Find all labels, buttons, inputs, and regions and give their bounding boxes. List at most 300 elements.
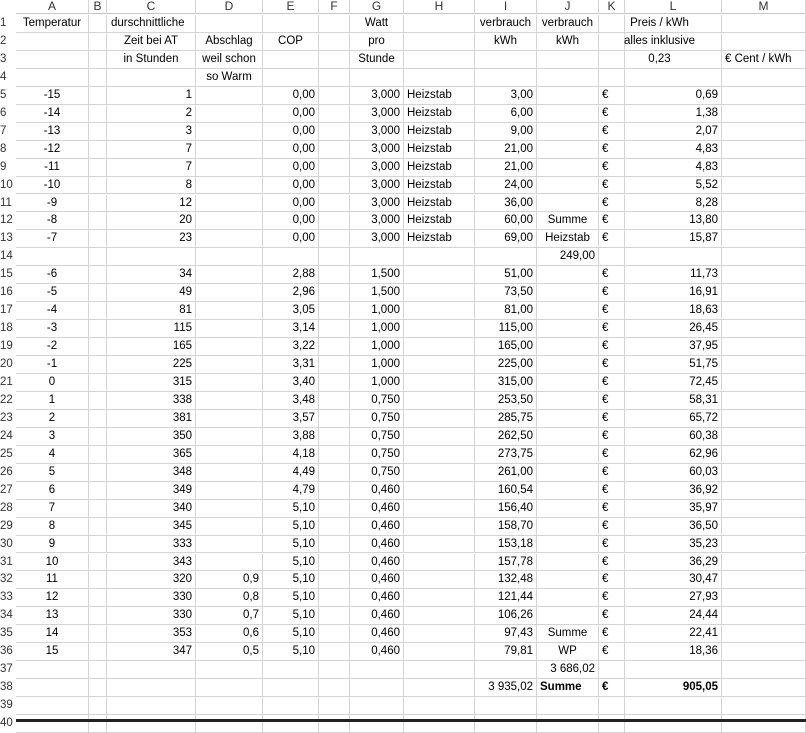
cell-h30[interactable] — [404, 536, 475, 554]
cell-k10[interactable]: € — [599, 177, 625, 195]
cell-j40[interactable] — [537, 715, 599, 733]
cell-c11[interactable]: 12 — [107, 195, 196, 213]
cell-f38[interactable] — [319, 679, 350, 697]
row-header-26[interactable]: 26 — [0, 465, 13, 478]
cell-g19[interactable]: 1,000 — [350, 338, 404, 356]
row-header-31[interactable]: 31 — [0, 555, 13, 568]
cell-d34[interactable]: 0,7 — [196, 607, 263, 625]
cell-g7[interactable]: 3,000 — [350, 123, 404, 141]
cell-g8[interactable]: 3,000 — [350, 141, 404, 159]
cell-l20[interactable]: 51,75 — [625, 356, 722, 374]
cell-k16[interactable]: € — [599, 284, 625, 302]
cell-c14[interactable] — [107, 248, 196, 266]
cell-j29[interactable] — [537, 518, 599, 536]
row-header-4[interactable]: 4 — [0, 70, 7, 83]
cell-d16[interactable] — [196, 284, 263, 302]
cell-h9[interactable]: Heizstab — [404, 159, 475, 177]
cell-j33[interactable] — [537, 589, 599, 607]
cell-k17[interactable]: € — [599, 302, 625, 320]
cell-e15[interactable]: 2,88 — [263, 266, 319, 284]
cell-f3[interactable] — [319, 51, 350, 69]
cell-e39[interactable] — [263, 697, 319, 715]
cell-j26[interactable] — [537, 464, 599, 482]
cell-c35[interactable]: 353 — [107, 625, 196, 643]
cell-h17[interactable] — [404, 302, 475, 320]
cell-c34[interactable]: 330 — [107, 607, 196, 625]
cell-l14[interactable] — [625, 248, 722, 266]
cell-i14[interactable] — [475, 248, 537, 266]
cell-f4[interactable] — [319, 69, 350, 87]
cell-f22[interactable] — [319, 392, 350, 410]
cell-l6[interactable]: 1,38 — [625, 105, 722, 123]
cell-i22[interactable]: 253,50 — [475, 392, 537, 410]
cell-f19[interactable] — [319, 338, 350, 356]
cell-m6[interactable] — [722, 105, 806, 123]
cell-h14[interactable] — [404, 248, 475, 266]
cell-a31[interactable]: 10 — [16, 554, 89, 572]
cell-h10[interactable]: Heizstab — [404, 177, 475, 195]
cell-h11[interactable]: Heizstab — [404, 195, 475, 213]
cell-b24[interactable] — [89, 428, 107, 446]
cell-a35[interactable]: 14 — [16, 625, 89, 643]
column-header-l[interactable]: L — [625, 0, 722, 14]
cell-f11[interactable] — [319, 195, 350, 213]
cell-j3[interactable] — [537, 51, 599, 69]
cell-a37[interactable] — [16, 661, 89, 679]
row-header-3[interactable]: 3 — [0, 52, 7, 65]
cell-l19[interactable]: 37,95 — [625, 338, 722, 356]
cell-i11[interactable]: 36,00 — [475, 195, 537, 213]
cell-i9[interactable]: 21,00 — [475, 159, 537, 177]
cell-e14[interactable] — [263, 248, 319, 266]
cell-m15[interactable] — [722, 266, 806, 284]
cell-d4[interactable]: so Warm — [196, 69, 263, 87]
cell-k14[interactable] — [599, 248, 625, 266]
cell-j9[interactable] — [537, 159, 599, 177]
cell-f16[interactable] — [319, 284, 350, 302]
row-header-23[interactable]: 23 — [0, 411, 13, 424]
cell-k29[interactable]: € — [599, 518, 625, 536]
cell-j37[interactable]: 3 686,02 — [537, 661, 599, 679]
cell-i33[interactable]: 121,44 — [475, 589, 537, 607]
cell-i29[interactable]: 158,70 — [475, 518, 537, 536]
cell-g13[interactable]: 3,000 — [350, 230, 404, 248]
cell-m23[interactable] — [722, 410, 806, 428]
cell-c28[interactable]: 340 — [107, 500, 196, 518]
cell-e22[interactable]: 3,48 — [263, 392, 319, 410]
column-header-g[interactable]: G — [350, 0, 404, 14]
cell-e3[interactable] — [263, 51, 319, 69]
cell-d36[interactable]: 0,5 — [196, 643, 263, 661]
cell-i31[interactable]: 157,78 — [475, 554, 537, 572]
cell-k28[interactable]: € — [599, 500, 625, 518]
cell-e20[interactable]: 3,31 — [263, 356, 319, 374]
cell-a19[interactable]: -2 — [16, 338, 89, 356]
cell-m28[interactable] — [722, 500, 806, 518]
cell-l7[interactable]: 2,07 — [625, 123, 722, 141]
row-header-5[interactable]: 5 — [0, 88, 7, 101]
cell-b4[interactable] — [89, 69, 107, 87]
cell-k18[interactable]: € — [599, 320, 625, 338]
cell-g10[interactable]: 3,000 — [350, 177, 404, 195]
cell-h15[interactable] — [404, 266, 475, 284]
cell-k34[interactable]: € — [599, 607, 625, 625]
cell-a14[interactable] — [16, 248, 89, 266]
cell-m29[interactable] — [722, 518, 806, 536]
cell-k24[interactable]: € — [599, 428, 625, 446]
cell-l40[interactable] — [625, 715, 722, 733]
cell-f32[interactable] — [319, 571, 350, 589]
cell-d21[interactable] — [196, 374, 263, 392]
cell-e4[interactable] — [263, 69, 319, 87]
cell-f12[interactable] — [319, 212, 350, 230]
cell-l18[interactable]: 26,45 — [625, 320, 722, 338]
cell-f27[interactable] — [319, 482, 350, 500]
cell-f35[interactable] — [319, 625, 350, 643]
cell-b32[interactable] — [89, 571, 107, 589]
cell-m4[interactable] — [722, 69, 806, 87]
cell-e25[interactable]: 4,18 — [263, 446, 319, 464]
cell-j19[interactable] — [537, 338, 599, 356]
cell-b26[interactable] — [89, 464, 107, 482]
cell-c2[interactable]: Zeit bei AT — [107, 33, 196, 51]
cell-i20[interactable]: 225,00 — [475, 356, 537, 374]
cell-c19[interactable]: 165 — [107, 338, 196, 356]
cell-a17[interactable]: -4 — [16, 302, 89, 320]
cell-a33[interactable]: 12 — [16, 589, 89, 607]
cell-k20[interactable]: € — [599, 356, 625, 374]
cell-g9[interactable]: 3,000 — [350, 159, 404, 177]
cell-b28[interactable] — [89, 500, 107, 518]
cell-d1[interactable] — [196, 15, 263, 33]
cell-d25[interactable] — [196, 446, 263, 464]
cell-i13[interactable]: 69,00 — [475, 230, 537, 248]
cell-m17[interactable] — [722, 302, 806, 320]
cell-e19[interactable]: 3,22 — [263, 338, 319, 356]
row-header-20[interactable]: 20 — [0, 358, 13, 371]
cell-j18[interactable] — [537, 320, 599, 338]
cell-l31[interactable]: 36,29 — [625, 554, 722, 572]
cell-i19[interactable]: 165,00 — [475, 338, 537, 356]
cell-h40[interactable] — [404, 715, 475, 733]
cell-b27[interactable] — [89, 482, 107, 500]
cell-f37[interactable] — [319, 661, 350, 679]
cell-d19[interactable] — [196, 338, 263, 356]
cell-b39[interactable] — [89, 697, 107, 715]
cell-f14[interactable] — [319, 248, 350, 266]
cell-h39[interactable] — [404, 697, 475, 715]
cell-e7[interactable]: 0,00 — [263, 123, 319, 141]
cell-j34[interactable] — [537, 607, 599, 625]
cell-c24[interactable]: 350 — [107, 428, 196, 446]
cell-a26[interactable]: 5 — [16, 464, 89, 482]
cell-f5[interactable] — [319, 87, 350, 105]
cell-g34[interactable]: 0,460 — [350, 607, 404, 625]
cell-e36[interactable]: 5,10 — [263, 643, 319, 661]
cell-d23[interactable] — [196, 410, 263, 428]
cell-m27[interactable] — [722, 482, 806, 500]
cell-m38[interactable] — [722, 679, 806, 697]
cell-k6[interactable]: € — [599, 105, 625, 123]
cell-i12[interactable]: 60,00 — [475, 212, 537, 230]
cell-g20[interactable]: 1,000 — [350, 356, 404, 374]
cell-g32[interactable]: 0,460 — [350, 571, 404, 589]
cell-g6[interactable]: 3,000 — [350, 105, 404, 123]
cell-k13[interactable]: € — [599, 230, 625, 248]
cell-k33[interactable]: € — [599, 589, 625, 607]
cell-k39[interactable] — [599, 697, 625, 715]
cell-a5[interactable]: -15 — [16, 87, 89, 105]
cell-a32[interactable]: 11 — [16, 571, 89, 589]
cell-h26[interactable] — [404, 464, 475, 482]
cell-h19[interactable] — [404, 338, 475, 356]
cell-c16[interactable]: 49 — [107, 284, 196, 302]
row-header-10[interactable]: 10 — [0, 178, 13, 191]
cell-j17[interactable] — [537, 302, 599, 320]
cell-c9[interactable]: 7 — [107, 159, 196, 177]
cell-g39[interactable] — [350, 697, 404, 715]
cell-e40[interactable] — [263, 715, 319, 733]
cell-j12[interactable]: Summe — [537, 212, 599, 230]
cell-h20[interactable] — [404, 356, 475, 374]
cell-a36[interactable]: 15 — [16, 643, 89, 661]
cell-j27[interactable] — [537, 482, 599, 500]
cell-b18[interactable] — [89, 320, 107, 338]
cell-d3[interactable]: weil schon — [196, 51, 263, 69]
cell-a1[interactable]: Temperatur — [16, 15, 89, 33]
column-header-e[interactable]: E — [263, 0, 319, 14]
cell-l30[interactable]: 35,23 — [625, 536, 722, 554]
cell-g29[interactable]: 0,460 — [350, 518, 404, 536]
cell-m13[interactable] — [722, 230, 806, 248]
cell-i25[interactable]: 273,75 — [475, 446, 537, 464]
cell-g11[interactable]: 3,000 — [350, 195, 404, 213]
cell-i10[interactable]: 24,00 — [475, 177, 537, 195]
cell-g35[interactable]: 0,460 — [350, 625, 404, 643]
cell-k40[interactable] — [599, 715, 625, 733]
cell-g18[interactable]: 1,000 — [350, 320, 404, 338]
cell-i7[interactable]: 9,00 — [475, 123, 537, 141]
cell-j20[interactable] — [537, 356, 599, 374]
row-header-37[interactable]: 37 — [0, 663, 13, 676]
cell-l21[interactable]: 72,45 — [625, 374, 722, 392]
row-header-8[interactable]: 8 — [0, 142, 7, 155]
cell-c10[interactable]: 8 — [107, 177, 196, 195]
cell-f34[interactable] — [319, 607, 350, 625]
cell-b35[interactable] — [89, 625, 107, 643]
row-header-36[interactable]: 36 — [0, 645, 13, 658]
cell-b23[interactable] — [89, 410, 107, 428]
cell-f18[interactable] — [319, 320, 350, 338]
cell-f9[interactable] — [319, 159, 350, 177]
cell-d20[interactable] — [196, 356, 263, 374]
cell-k5[interactable]: € — [599, 87, 625, 105]
cell-e28[interactable]: 5,10 — [263, 500, 319, 518]
cell-j22[interactable] — [537, 392, 599, 410]
cell-a7[interactable]: -13 — [16, 123, 89, 141]
cell-m33[interactable] — [722, 589, 806, 607]
cell-e18[interactable]: 3,14 — [263, 320, 319, 338]
cell-l15[interactable]: 11,73 — [625, 266, 722, 284]
cell-f8[interactable] — [319, 141, 350, 159]
cell-e12[interactable]: 0,00 — [263, 212, 319, 230]
cell-l23[interactable]: 65,72 — [625, 410, 722, 428]
cell-m21[interactable] — [722, 374, 806, 392]
cell-m1[interactable] — [722, 15, 806, 33]
cell-j14[interactable]: 249,00 — [537, 248, 599, 266]
cell-c29[interactable]: 345 — [107, 518, 196, 536]
cell-h1[interactable] — [404, 15, 475, 33]
cell-k26[interactable]: € — [599, 464, 625, 482]
cell-b11[interactable] — [89, 195, 107, 213]
cell-h8[interactable]: Heizstab — [404, 141, 475, 159]
cell-a39[interactable] — [16, 697, 89, 715]
cell-f6[interactable] — [319, 105, 350, 123]
cell-j28[interactable] — [537, 500, 599, 518]
column-header-j[interactable]: J — [537, 0, 599, 14]
cell-e17[interactable]: 3,05 — [263, 302, 319, 320]
cell-h28[interactable] — [404, 500, 475, 518]
cell-i1[interactable]: verbrauch — [475, 15, 537, 33]
cell-i17[interactable]: 81,00 — [475, 302, 537, 320]
cell-f25[interactable] — [319, 446, 350, 464]
cell-d40[interactable] — [196, 715, 263, 733]
cell-k31[interactable]: € — [599, 554, 625, 572]
column-header-h[interactable]: H — [404, 0, 475, 14]
cell-h6[interactable]: Heizstab — [404, 105, 475, 123]
cell-b17[interactable] — [89, 302, 107, 320]
cell-f39[interactable] — [319, 697, 350, 715]
cell-d30[interactable] — [196, 536, 263, 554]
cell-k30[interactable]: € — [599, 536, 625, 554]
cell-g12[interactable]: 3,000 — [350, 212, 404, 230]
cell-a40[interactable] — [16, 715, 89, 733]
cell-d35[interactable]: 0,6 — [196, 625, 263, 643]
cell-k25[interactable]: € — [599, 446, 625, 464]
cell-d33[interactable]: 0,8 — [196, 589, 263, 607]
cell-j32[interactable] — [537, 571, 599, 589]
cell-e11[interactable]: 0,00 — [263, 195, 319, 213]
cell-j11[interactable] — [537, 195, 599, 213]
cell-h38[interactable] — [404, 679, 475, 697]
row-header-29[interactable]: 29 — [0, 519, 13, 532]
cell-k22[interactable]: € — [599, 392, 625, 410]
cell-j23[interactable] — [537, 410, 599, 428]
cell-h18[interactable] — [404, 320, 475, 338]
cell-g26[interactable]: 0,750 — [350, 464, 404, 482]
cell-c17[interactable]: 81 — [107, 302, 196, 320]
cell-g1[interactable]: Watt — [350, 15, 404, 33]
cell-f24[interactable] — [319, 428, 350, 446]
column-header-i[interactable]: I — [475, 0, 537, 14]
cell-m24[interactable] — [722, 428, 806, 446]
cell-l5[interactable]: 0,69 — [625, 87, 722, 105]
cell-c8[interactable]: 7 — [107, 141, 196, 159]
cell-i16[interactable]: 73,50 — [475, 284, 537, 302]
cell-e29[interactable]: 5,10 — [263, 518, 319, 536]
cell-a21[interactable]: 0 — [16, 374, 89, 392]
cell-h37[interactable] — [404, 661, 475, 679]
cell-j5[interactable] — [537, 87, 599, 105]
cell-e9[interactable]: 0,00 — [263, 159, 319, 177]
row-header-7[interactable]: 7 — [0, 124, 7, 137]
cell-l38[interactable]: 905,05 — [625, 679, 722, 697]
cell-d9[interactable] — [196, 159, 263, 177]
row-header-30[interactable]: 30 — [0, 537, 13, 550]
cell-a30[interactable]: 9 — [16, 536, 89, 554]
cell-e38[interactable] — [263, 679, 319, 697]
cell-d24[interactable] — [196, 428, 263, 446]
cell-a12[interactable]: -8 — [16, 212, 89, 230]
cell-l36[interactable]: 18,36 — [625, 643, 722, 661]
cell-h4[interactable] — [404, 69, 475, 87]
cell-f1[interactable] — [319, 15, 350, 33]
cell-g36[interactable]: 0,460 — [350, 643, 404, 661]
cell-a23[interactable]: 2 — [16, 410, 89, 428]
cell-g30[interactable]: 0,460 — [350, 536, 404, 554]
cell-h31[interactable] — [404, 554, 475, 572]
column-header-m[interactable]: M — [722, 0, 806, 14]
cell-m25[interactable] — [722, 446, 806, 464]
cell-c27[interactable]: 349 — [107, 482, 196, 500]
cell-a18[interactable]: -3 — [16, 320, 89, 338]
cell-c31[interactable]: 343 — [107, 554, 196, 572]
cell-k4[interactable] — [599, 69, 625, 87]
cell-l27[interactable]: 36,92 — [625, 482, 722, 500]
cell-m12[interactable] — [722, 212, 806, 230]
cell-g21[interactable]: 1,000 — [350, 374, 404, 392]
cell-k36[interactable]: € — [599, 643, 625, 661]
cell-m32[interactable] — [722, 571, 806, 589]
row-header-12[interactable]: 12 — [0, 214, 13, 227]
cell-c3[interactable]: in Stunden — [107, 51, 196, 69]
cell-i2[interactable]: kWh — [475, 33, 537, 51]
cell-h2[interactable] — [404, 33, 475, 51]
cell-g22[interactable]: 0,750 — [350, 392, 404, 410]
cell-m14[interactable] — [722, 248, 806, 266]
cell-d8[interactable] — [196, 141, 263, 159]
cell-e16[interactable]: 2,96 — [263, 284, 319, 302]
cell-b33[interactable] — [89, 589, 107, 607]
cell-g24[interactable]: 0,750 — [350, 428, 404, 446]
row-header-27[interactable]: 27 — [0, 483, 13, 496]
cell-c33[interactable]: 330 — [107, 589, 196, 607]
row-header-21[interactable]: 21 — [0, 376, 13, 388]
cell-k8[interactable]: € — [599, 141, 625, 159]
cell-c5[interactable]: 1 — [107, 87, 196, 105]
cell-g27[interactable]: 0,460 — [350, 482, 404, 500]
cell-d31[interactable] — [196, 554, 263, 572]
cell-a13[interactable]: -7 — [16, 230, 89, 248]
cell-b25[interactable] — [89, 446, 107, 464]
column-header-d[interactable]: D — [196, 0, 263, 14]
cell-m3[interactable]: € Cent / kWh — [722, 51, 806, 69]
cell-m36[interactable] — [722, 643, 806, 661]
cell-l12[interactable]: 13,80 — [625, 212, 722, 230]
cell-d14[interactable] — [196, 248, 263, 266]
cell-m37[interactable] — [722, 661, 806, 679]
cell-h35[interactable] — [404, 625, 475, 643]
cell-k9[interactable]: € — [599, 159, 625, 177]
cell-m5[interactable] — [722, 87, 806, 105]
cell-i38[interactable]: 3 935,02 — [475, 679, 537, 697]
cell-l3[interactable]: 0,23 — [598, 51, 722, 69]
cell-m39[interactable] — [722, 697, 806, 715]
cell-h33[interactable] — [404, 589, 475, 607]
cell-g31[interactable]: 0,460 — [350, 554, 404, 572]
cell-b15[interactable] — [89, 266, 107, 284]
cell-b10[interactable] — [89, 177, 107, 195]
